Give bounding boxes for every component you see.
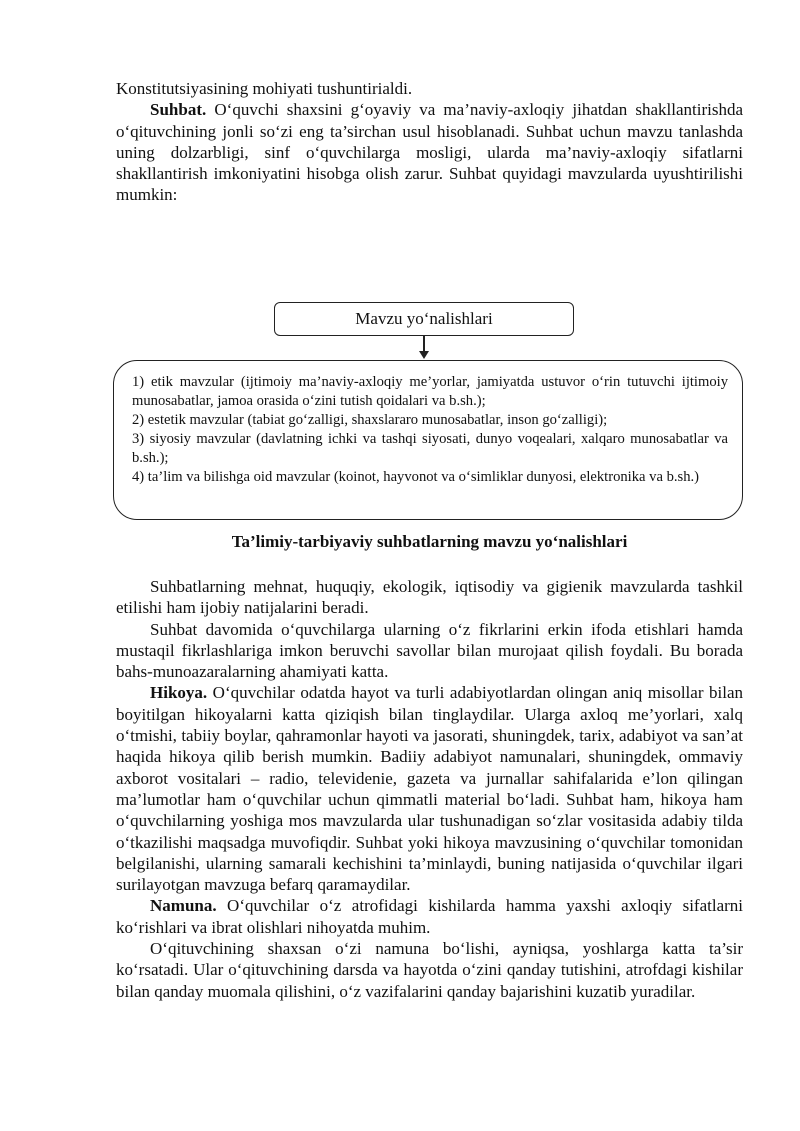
paragraph bbox=[116, 576, 743, 619]
paragraph bbox=[116, 938, 743, 1002]
diagram-title-box bbox=[274, 302, 574, 336]
paragraph-intro bbox=[116, 78, 743, 99]
diagram-caption: Ta’limiy-tarbiyaviy suhbatlarning mavzu yo‘nalishlari bbox=[231, 532, 628, 551]
paragraph-text: Suhbatlarning mehnat, huquqiy, ekologik, iqtisodiy va gigienik mavzularda tashkil etilishi ham ijobiy natijalarini beradi. bbox=[116, 577, 743, 618]
bottom-text bbox=[116, 576, 743, 1002]
paragraph-lead: Namuna. bbox=[150, 896, 217, 916]
diagram-list-item: 3) siyosiy mavzular (davlatning ichki va tashqi siyosati, dunyo voqealari, xalqaro munosabatlar va b.sh.); bbox=[132, 431, 728, 466]
paragraph-text: Suhbat davomida o‘quvchilarga ularning o‘z fikrlarini erkin ifoda etishlari hamda mustaqil fikrlashlariga imkon beruvchi savollar bilan murojaat qilish foydali. Bu borada bahs-munoazaralarning ahamiyati katta. bbox=[116, 619, 743, 682]
paragraph-hikoya bbox=[116, 682, 743, 895]
paragraph bbox=[116, 619, 743, 683]
diagram-title: Mavzu yo‘nalishlari bbox=[355, 309, 493, 328]
diagram-list-item: 2) estetik mavzular (tabiat go‘zalligi, shaxslararo munosabatlar, inson go‘zalligi); bbox=[132, 412, 608, 428]
top-text bbox=[116, 78, 743, 206]
arrow-down-icon bbox=[419, 351, 429, 359]
paragraph-text: O‘quvchilar odatda hayot va turli adabiyotlardan olingan aniq misollar bilan boyitilgan hikoyalarni katta qiziqish bilan tinglaydilar. Ularga axloq me’yorlari, xalq o‘tmishi, tabiiy boylar, qahramonlar hayoti va jasorati, shuningdek, tarix, adabiyot va san’at haqida hikoya qilib berish mumkin. Badiiy adabiyot namunalari, shuningdek, ommaviy axborot vositalari – radio, televidenie, gazeta va jurnallar sahifalarida e’lon qilingan ma’lumotlar ham o‘quvchilar uchun qimmatli material bo‘ladi. Suhbat ham, hikoya ham o‘quvchilarning yoshiga mos mavzularda ular tushunadigan so‘zlar vositasida adabiy tilda o‘tkazilishi maqsadga muvofiqdir. Suhbat yoki hikoya mavzusining o‘quvchilar tomonidan belgilanishi, ularning samarali kechishini ta’minlaydi, buning natijasida o‘quvchilar ilgari surilayotgan mavzuga befarq qaramaydilar. bbox=[116, 683, 743, 895]
paragraph-namuna bbox=[116, 895, 743, 938]
paragraph-text: O‘qituvchining shaxsan o‘zi namuna bo‘lishi, ayniqsa, yoshlarga katta ta’sir ko‘rsatadi. Ular o‘qituvchining darsda va hayotda o‘zini qanday tutishini, atrofdagi kishilar bilan qanday muomala qilishini, o‘z vazifalarini qanday bajarishini kuzatib yuradilar. bbox=[116, 939, 743, 1001]
paragraph-text: Konstitutsiyasining mohiyati tushuntirialdi. bbox=[116, 79, 413, 98]
diagram-list-item: 1) etik mavzular (ijtimoiy ma’naviy-axloqiy me’yorlar, jamiyatda ustuvor o‘rin tutuvchi ijtimoiy munosabatlar, jamoa orasida o‘zini tutish qoidalari va b.sh.); bbox=[132, 374, 728, 409]
paragraph-suhbat bbox=[116, 99, 743, 205]
paragraph-text: O‘quvchi shaxsini g‘oyaviy va ma’naviy-axloqiy jihatdan shakllantirishda o‘qituvchining jonli so‘zi eng ta’sirchan usul hisoblanadi. Suhbat uchun mavzu tanlashda uning dolzarbligi, sinf o‘quvchilarga mosligi, ularda ma’naviy-axloqiy sifatlarni shakllantirish imkoniyatini hisobga olish zarur. Suhbat quyidagi mavzularda uyushtirilishi mumkin: bbox=[116, 100, 743, 205]
paragraph-text: O‘quvchilar o‘z atrofidagi kishilarda hamma yaxshi axloqiy sifatlarni ko‘rishlari va ibrat olishlari nihoyatda muhim. bbox=[116, 896, 743, 937]
paragraph-lead: Hikoya. bbox=[150, 683, 208, 703]
diagram-list-item: 4) ta’lim va bilishga oid mavzular (koinot, hayvonot va o‘simliklar dunyosi, elektronika va b.sh.) bbox=[132, 469, 700, 485]
diagram-list-box bbox=[113, 360, 743, 520]
paragraph-lead: Suhbat. bbox=[150, 100, 207, 120]
